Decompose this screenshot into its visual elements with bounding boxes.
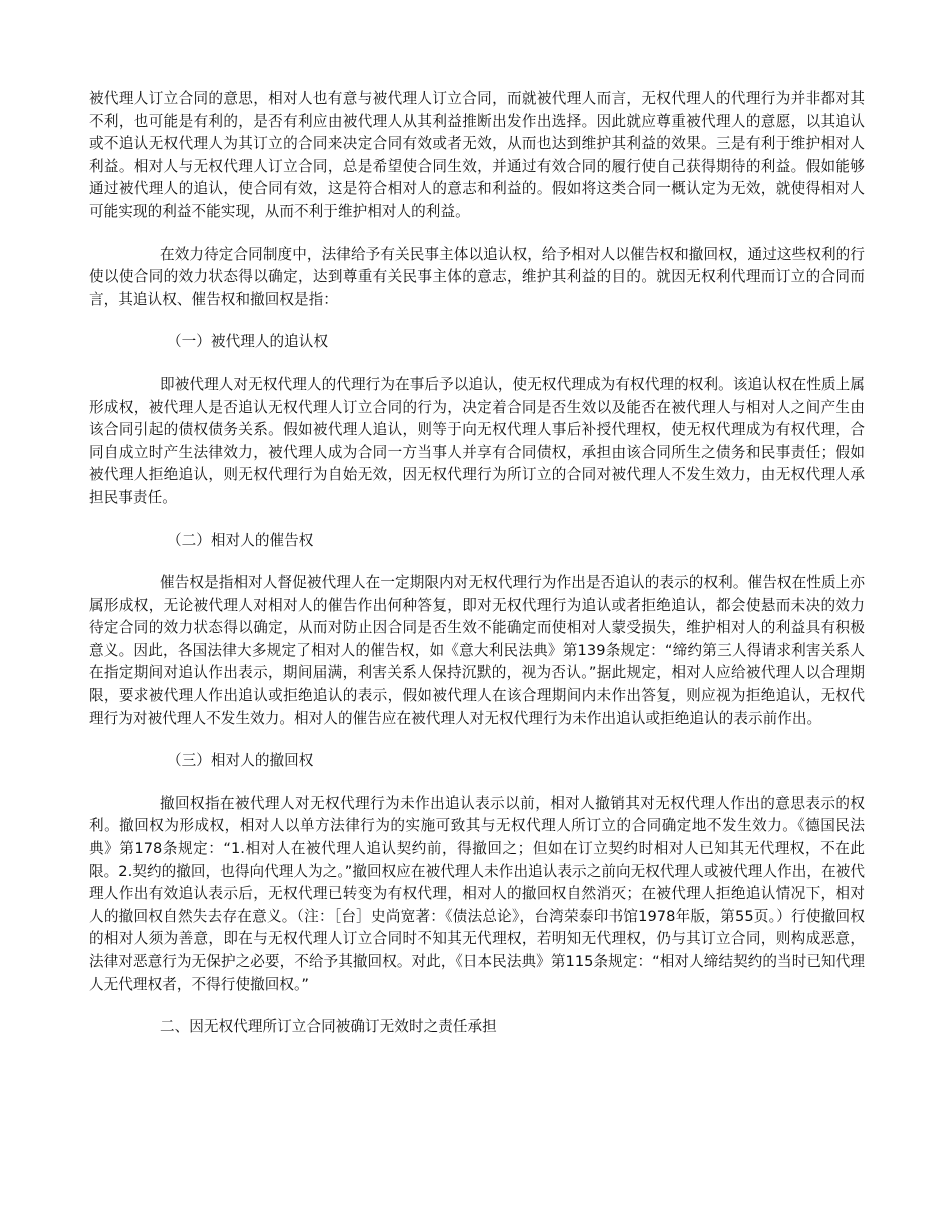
section-heading-liability: 二、因无权代理所订立合同被确订无效时之责任承担 xyxy=(160,1018,497,1036)
heading-ratification-right: （一）被代理人的追认权 xyxy=(167,333,329,351)
heading-withdrawal-right: （三）相对人的撤回权 xyxy=(167,752,314,770)
document-body xyxy=(89,88,865,1059)
paragraph-ratification-right: 即被代理人对无权代理人的代理行为在事后予以追认，使无权代理成为有权代理的权利。该追认权在性质上属形成权，被代理人是否追认无权代理人订立合同的行为，决定着合同是否生效以及能否在被代理人与相对人之间产生由该合同引起的债权债务关系。假如被代理人追认，则等于向无权代理人事后补授代理权，使无权代理成为有权代理，合同自成立时产生法律效力，被代理人成为合同一方当事人并享有合同债权，承担由该合同所生之债务和民事责任；假如被代理人拒绝追认，则无权代理行为自始无效，因无权代理行为所订立的合同对被代理人不发生效力，由无权代理人承担民事责任。 xyxy=(89,375,865,506)
paragraph-demand-right: 催告权是指相对人督促被代理人在一定期限内对无权代理行为作出是否追认的表示的权利。催告权在性质上亦属形成权，无论被代理人对相对人的催告作出何种答复，即对无权代理行为追认或者拒绝追认，都会使悬而未决的效力待定合同的效力状态得以确定，从而对防止因合同是否生效不能确定而使相对人蒙受损失，维护相对人的利益具有积极意义。因此，各国法律大多规定了相对人的催告权，如《意大利民法典》第139条规定：“缔约第三人得请求利害关系人在指定期间对追认作出表示，期间届满，利害关系人保持沉默的，视为否认。”据此规定，相对人应给被代理人以合理期限，要求被代理人作出追认或拒绝追认的表示，假如被代理人在该合理期间内未作出答复，则应视为拒绝追认，无权代理行为对被代理人不发生效力。相对人的催告应在被代理人对无权代理行为未作出追认或拒绝追认的表示前作出。 xyxy=(89,574,865,727)
paragraph-intro: 在效力待定合同制度中，法律给予有关民事主体以追认权，给予相对人以催告权和撤回权，通过这些权利的行使以使合同的效力状态得以确定，达到尊重有关民事主体的意志，维护其利益的目的。就因无权利代理而订立的合同而言，其追认权、催告权和撤回权是指： xyxy=(89,245,865,308)
heading-demand-right: （二）相对人的催告权 xyxy=(167,531,314,549)
paragraph-continuation: 被代理人订立合同的意思，相对人也有意与被代理人订立合同，而就被代理人而言，无权代理人的代理行为并非都对其不利，也可能是有利的，是否有利应由被代理人从其利益推断出发作出选择。因此就应尊重被代理人的意愿，以其追认或不追认无权代理人为其订立的合同来决定合同有效或者无效，从而也达到维护其利益的效果。三是有利于维护相对人利益。相对人与无权代理人订立合同，总是希望使合同生效，并通过有效合同的履行使自己获得期待的利益。假如能够通过被代理人的追认，使合同有效，这是符合相对人的意志和利益的。假如将这类合同一概认定为无效，就使得相对人可能实现的利益不能实现，从而不利于维护相对人的利益。 xyxy=(89,90,865,220)
paragraph-withdrawal-right: 撤回权指在被代理人对无权代理行为未作出追认表示以前，相对人撤销其对无权代理人作出的意思表示的权利。撤回权为形成权，相对人以单方法律行为的实施可致其与无权代理人所订立的合同确定地不发生效力。《德国民法典》第178条规定：“1.相对人在被代理人追认契约前，得撤回之；但如在订立契约时相对人已知其无代理权，不在此限。2.契约的撤回，也得向代理人为之。”撤回权应在被代理人未作出追认表示之前向无权代理人或被代理人作出，在被代理人作出有效追认表示后，无权代理已转变为有权代理，相对人的撤回权自然消灭；在被代理人拒绝追认情况下，相对人的撤回权自然失去存在意义。（注：［台］史尚宽著：《债法总论》，台湾荣泰印书馆1978年版，第55页。）行使撤回权的相对人须为善意，即在与无权代理人订立合同时不知其无代理权，若明知无代理权，仍与其订立合同，则构成恶意，法律对恶意行为无保护之必要，不给予其撤回权。对此，《日本民法典》第115条规定：“相对人缔结契约的当时已知代理人无代理权者，不得行使撤回权。” xyxy=(89,794,865,993)
